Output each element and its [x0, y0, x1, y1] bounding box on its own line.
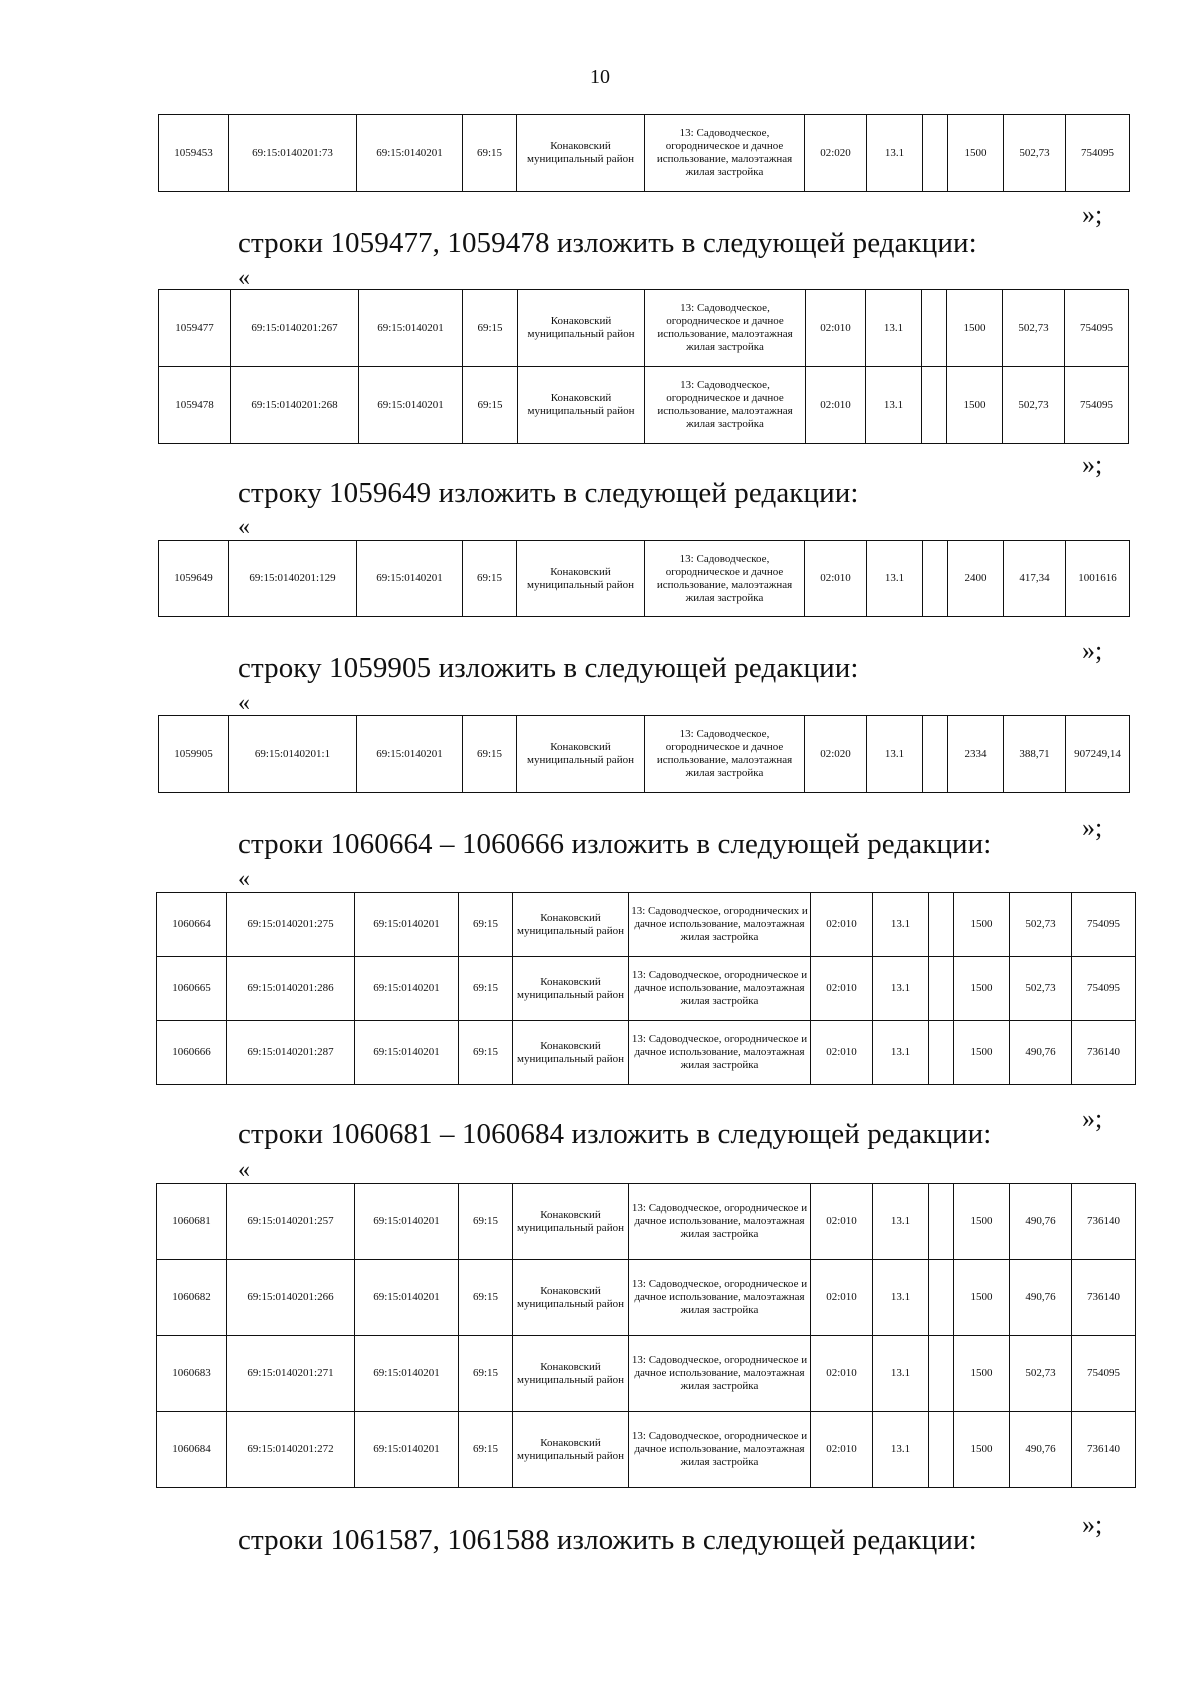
- table-cell: 13: Садоводческое, огородническое и дачное использование, малоэтажная жилая застройка: [629, 1021, 811, 1085]
- table-cell: Конаковский муниципальный район: [513, 893, 629, 957]
- table-cell: 69:15:0140201: [355, 1184, 459, 1260]
- table-cell: 13.1: [873, 1021, 929, 1085]
- table-row: [159, 115, 1130, 192]
- table-cell: Конаковский муниципальный район: [517, 716, 645, 793]
- table-cell: 69:15: [459, 1336, 513, 1412]
- table-cell: 1060666: [157, 1021, 227, 1085]
- closing-quote: »;: [1082, 450, 1103, 479]
- table-cell: 1059649: [159, 541, 229, 617]
- table-cell: 13.1: [873, 957, 929, 1021]
- table-cell: 754095: [1072, 957, 1136, 1021]
- table-cell: 1059477: [159, 290, 231, 367]
- table-cell: 13: Садоводческое, огородническое и дачное использование, малоэтажная жилая застройка: [629, 957, 811, 1021]
- table-row: [159, 716, 1130, 793]
- table-cell: 736140: [1072, 1412, 1136, 1488]
- table-cell: Конаковский муниципальный район: [513, 1021, 629, 1085]
- table-cell: 1500: [947, 290, 1003, 367]
- opening-quote: «: [238, 514, 250, 540]
- table-cell: 69:15:0140201: [355, 893, 459, 957]
- closing-quote: »;: [1082, 1510, 1103, 1539]
- table-cell: 13.1: [867, 541, 923, 617]
- table-cell: Конаковский муниципальный район: [513, 1336, 629, 1412]
- opening-quote: «: [238, 690, 250, 716]
- table-cell: 69:15: [459, 1184, 513, 1260]
- table-cell: 02:010: [806, 367, 866, 444]
- table-cell: 02:010: [811, 1021, 873, 1085]
- table-cell: 69:15: [459, 893, 513, 957]
- table-cell: 13: Садоводческое, огородническое и дачное использование, малоэтажная жилая застройка: [645, 716, 805, 793]
- table-cell: Конаковский муниципальный район: [517, 115, 645, 192]
- table-row: [157, 893, 1136, 957]
- table-cell: 69:15: [459, 1021, 513, 1085]
- closing-quote: »;: [1082, 200, 1103, 229]
- table-cell: 13: Садоводческое, огородническое и дачное использование, малоэтажная жилая застройка: [645, 115, 805, 192]
- table-cell: 02:010: [811, 1336, 873, 1412]
- table-cell: 69:15:0140201: [355, 957, 459, 1021]
- section-heading: строки 1060681 – 1060684 изложить в следующей редакции:: [238, 1118, 992, 1150]
- table-cell: Конаковский муниципальный район: [517, 541, 645, 617]
- section-heading: строки 1061587, 1061588 изложить в следующей редакции:: [238, 1524, 977, 1556]
- table-cell: 69:15:0140201: [357, 541, 463, 617]
- table-cell: [929, 893, 954, 957]
- table-cell: 02:010: [811, 1184, 873, 1260]
- table-row: [157, 1021, 1136, 1085]
- data-table: [158, 114, 1130, 192]
- table-cell: Конаковский муниципальный район: [513, 957, 629, 1021]
- table-cell: 69:15:0140201:1: [229, 716, 357, 793]
- table-cell: 736140: [1072, 1021, 1136, 1085]
- table-cell: 69:15:0140201: [359, 367, 463, 444]
- table-cell: 02:010: [811, 1260, 873, 1336]
- table-cell: [922, 367, 947, 444]
- table-row: [159, 541, 1130, 617]
- section-heading: строку 1059649 изложить в следующей редакции:: [238, 477, 859, 509]
- table-cell: 490,76: [1010, 1412, 1072, 1488]
- table-cell: 754095: [1065, 290, 1129, 367]
- table-cell: 1500: [954, 957, 1010, 1021]
- table-cell: 1500: [947, 367, 1003, 444]
- closing-quote: »;: [1082, 636, 1103, 665]
- opening-quote: «: [238, 1157, 250, 1183]
- table-cell: [923, 716, 948, 793]
- table-cell: [923, 541, 948, 617]
- table-cell: 69:15: [463, 290, 518, 367]
- table-cell: 13.1: [873, 1336, 929, 1412]
- table-row: [157, 1260, 1136, 1336]
- table-cell: 1060681: [157, 1184, 227, 1260]
- table-cell: 1500: [954, 1336, 1010, 1412]
- table-cell: Конаковский муниципальный район: [518, 290, 645, 367]
- table-cell: 736140: [1072, 1184, 1136, 1260]
- table-cell: 69:15:0140201:286: [227, 957, 355, 1021]
- closing-quote: »;: [1082, 1104, 1103, 1133]
- table-cell: [922, 290, 947, 367]
- table-cell: 02:010: [811, 957, 873, 1021]
- table-cell: 1059478: [159, 367, 231, 444]
- data-table: [156, 1183, 1136, 1488]
- table-cell: 13: Садоводческое, огородническое и дачное использование, малоэтажная жилая застройка: [645, 290, 806, 367]
- closing-quote: »;: [1082, 813, 1103, 842]
- table-cell: [929, 1021, 954, 1085]
- table-cell: 69:15:0140201: [357, 115, 463, 192]
- table-cell: 13: Садоводческое, огородническое и дачное использование, малоэтажная жилая застройка: [645, 541, 805, 617]
- table-cell: 69:15:0140201: [355, 1412, 459, 1488]
- table-cell: 02:020: [805, 716, 867, 793]
- page-number: 10: [590, 66, 610, 88]
- table-cell: 1060664: [157, 893, 227, 957]
- section-heading: строки 1059477, 1059478 изложить в следующей редакции:: [238, 227, 977, 259]
- table-cell: 736140: [1072, 1260, 1136, 1336]
- table-cell: Конаковский муниципальный район: [513, 1260, 629, 1336]
- section-heading: строки 1060664 – 1060666 изложить в следующей редакции:: [238, 828, 992, 860]
- table-cell: [923, 115, 948, 192]
- table-cell: 69:15: [459, 1260, 513, 1336]
- table-cell: 02:010: [805, 541, 867, 617]
- table-row: [157, 1336, 1136, 1412]
- table-cell: 754095: [1072, 893, 1136, 957]
- table-cell: Конаковский муниципальный район: [513, 1184, 629, 1260]
- table-cell: 502,73: [1004, 115, 1066, 192]
- table-cell: 69:15:0140201:268: [231, 367, 359, 444]
- table-cell: Конаковский муниципальный район: [513, 1412, 629, 1488]
- table-cell: 1059905: [159, 716, 229, 793]
- table-cell: 69:15:0140201: [355, 1260, 459, 1336]
- table-cell: 13.1: [873, 893, 929, 957]
- table-cell: 13.1: [873, 1184, 929, 1260]
- table-cell: 388,71: [1004, 716, 1066, 793]
- table-cell: 02:020: [805, 115, 867, 192]
- table-cell: 69:15:0140201: [355, 1336, 459, 1412]
- table-cell: 69:15: [463, 541, 517, 617]
- table-cell: 754095: [1072, 1336, 1136, 1412]
- table-cell: 13: Садоводческое, огородническое и дачное использование, малоэтажная жилая застройка: [629, 1412, 811, 1488]
- table-cell: [929, 1336, 954, 1412]
- table-cell: 69:15:0140201:73: [229, 115, 357, 192]
- table-cell: 502,73: [1010, 1336, 1072, 1412]
- table-cell: 754095: [1066, 115, 1130, 192]
- opening-quote: «: [238, 265, 250, 291]
- table-cell: 1500: [954, 1260, 1010, 1336]
- opening-quote: «: [238, 866, 250, 892]
- table-cell: 2400: [948, 541, 1004, 617]
- data-table: [156, 892, 1136, 1085]
- table-cell: 1059453: [159, 115, 229, 192]
- table-row: [157, 1412, 1136, 1488]
- table-row: [159, 367, 1129, 444]
- data-table: [158, 715, 1130, 793]
- table-cell: 502,73: [1003, 290, 1065, 367]
- table-cell: 13.1: [867, 115, 923, 192]
- table-cell: 2334: [948, 716, 1004, 793]
- table-cell: 13.1: [873, 1260, 929, 1336]
- table-cell: 69:15:0140201:271: [227, 1336, 355, 1412]
- table-cell: 1500: [954, 1021, 1010, 1085]
- table-cell: 754095: [1065, 367, 1129, 444]
- table-cell: [929, 957, 954, 1021]
- table-cell: 1060683: [157, 1336, 227, 1412]
- table-cell: 1001616: [1066, 541, 1130, 617]
- table-cell: 13.1: [873, 1412, 929, 1488]
- data-table: [158, 289, 1129, 444]
- table-cell: 1060682: [157, 1260, 227, 1336]
- table-cell: 13: Садоводческое, огородническое и дачное использование, малоэтажная жилая застройка: [629, 1336, 811, 1412]
- table-cell: 69:15: [459, 1412, 513, 1488]
- table-cell: Конаковский муниципальный район: [518, 367, 645, 444]
- table-cell: 502,73: [1010, 957, 1072, 1021]
- table-cell: 13.1: [866, 290, 922, 367]
- table-cell: 02:010: [806, 290, 866, 367]
- table-cell: 1500: [948, 115, 1004, 192]
- table-cell: 1500: [954, 1184, 1010, 1260]
- table-cell: 13: Садоводческое, огородническое и дачное использование, малоэтажная жилая застройка: [645, 367, 806, 444]
- table-cell: 1500: [954, 893, 1010, 957]
- table-cell: 69:15:0140201:267: [231, 290, 359, 367]
- table-cell: 13: Садоводческое, огородническое и дачное использование, малоэтажная жилая застройка: [629, 1260, 811, 1336]
- table-cell: 69:15: [463, 367, 518, 444]
- table-cell: 69:15: [463, 716, 517, 793]
- table-cell: 490,76: [1010, 1021, 1072, 1085]
- table-cell: 69:15:0140201:272: [227, 1412, 355, 1488]
- table-cell: [929, 1260, 954, 1336]
- table-cell: 13: Садоводческое, огороднических и дачное использование, малоэтажная жилая застройка: [629, 893, 811, 957]
- table-cell: 13.1: [866, 367, 922, 444]
- table-cell: 490,76: [1010, 1260, 1072, 1336]
- table-row: [157, 957, 1136, 1021]
- table-cell: 1500: [954, 1412, 1010, 1488]
- table-cell: 69:15:0140201: [355, 1021, 459, 1085]
- table-cell: 69:15: [459, 957, 513, 1021]
- table-cell: 69:15:0140201:257: [227, 1184, 355, 1260]
- data-table: [158, 540, 1130, 617]
- table-cell: [929, 1412, 954, 1488]
- table-cell: [929, 1184, 954, 1260]
- table-cell: 13.1: [867, 716, 923, 793]
- table-cell: 502,73: [1010, 893, 1072, 957]
- table-cell: 502,73: [1003, 367, 1065, 444]
- table-cell: 1060684: [157, 1412, 227, 1488]
- table-cell: 490,76: [1010, 1184, 1072, 1260]
- table-cell: 69:15:0140201:287: [227, 1021, 355, 1085]
- table-cell: 907249,14: [1066, 716, 1130, 793]
- table-cell: 13: Садоводческое, огородническое и дачное использование, малоэтажная жилая застройка: [629, 1184, 811, 1260]
- table-cell: 69:15:0140201:129: [229, 541, 357, 617]
- table-cell: 69:15:0140201: [357, 716, 463, 793]
- table-cell: 417,34: [1004, 541, 1066, 617]
- section-heading: строку 1059905 изложить в следующей редакции:: [238, 652, 859, 684]
- table-cell: 02:010: [811, 893, 873, 957]
- table-cell: 02:010: [811, 1412, 873, 1488]
- table-cell: 1060665: [157, 957, 227, 1021]
- table-row: [157, 1184, 1136, 1260]
- table-cell: 69:15: [463, 115, 517, 192]
- table-row: [159, 290, 1129, 367]
- table-cell: 69:15:0140201: [359, 290, 463, 367]
- table-cell: 69:15:0140201:266: [227, 1260, 355, 1336]
- table-cell: 69:15:0140201:275: [227, 893, 355, 957]
